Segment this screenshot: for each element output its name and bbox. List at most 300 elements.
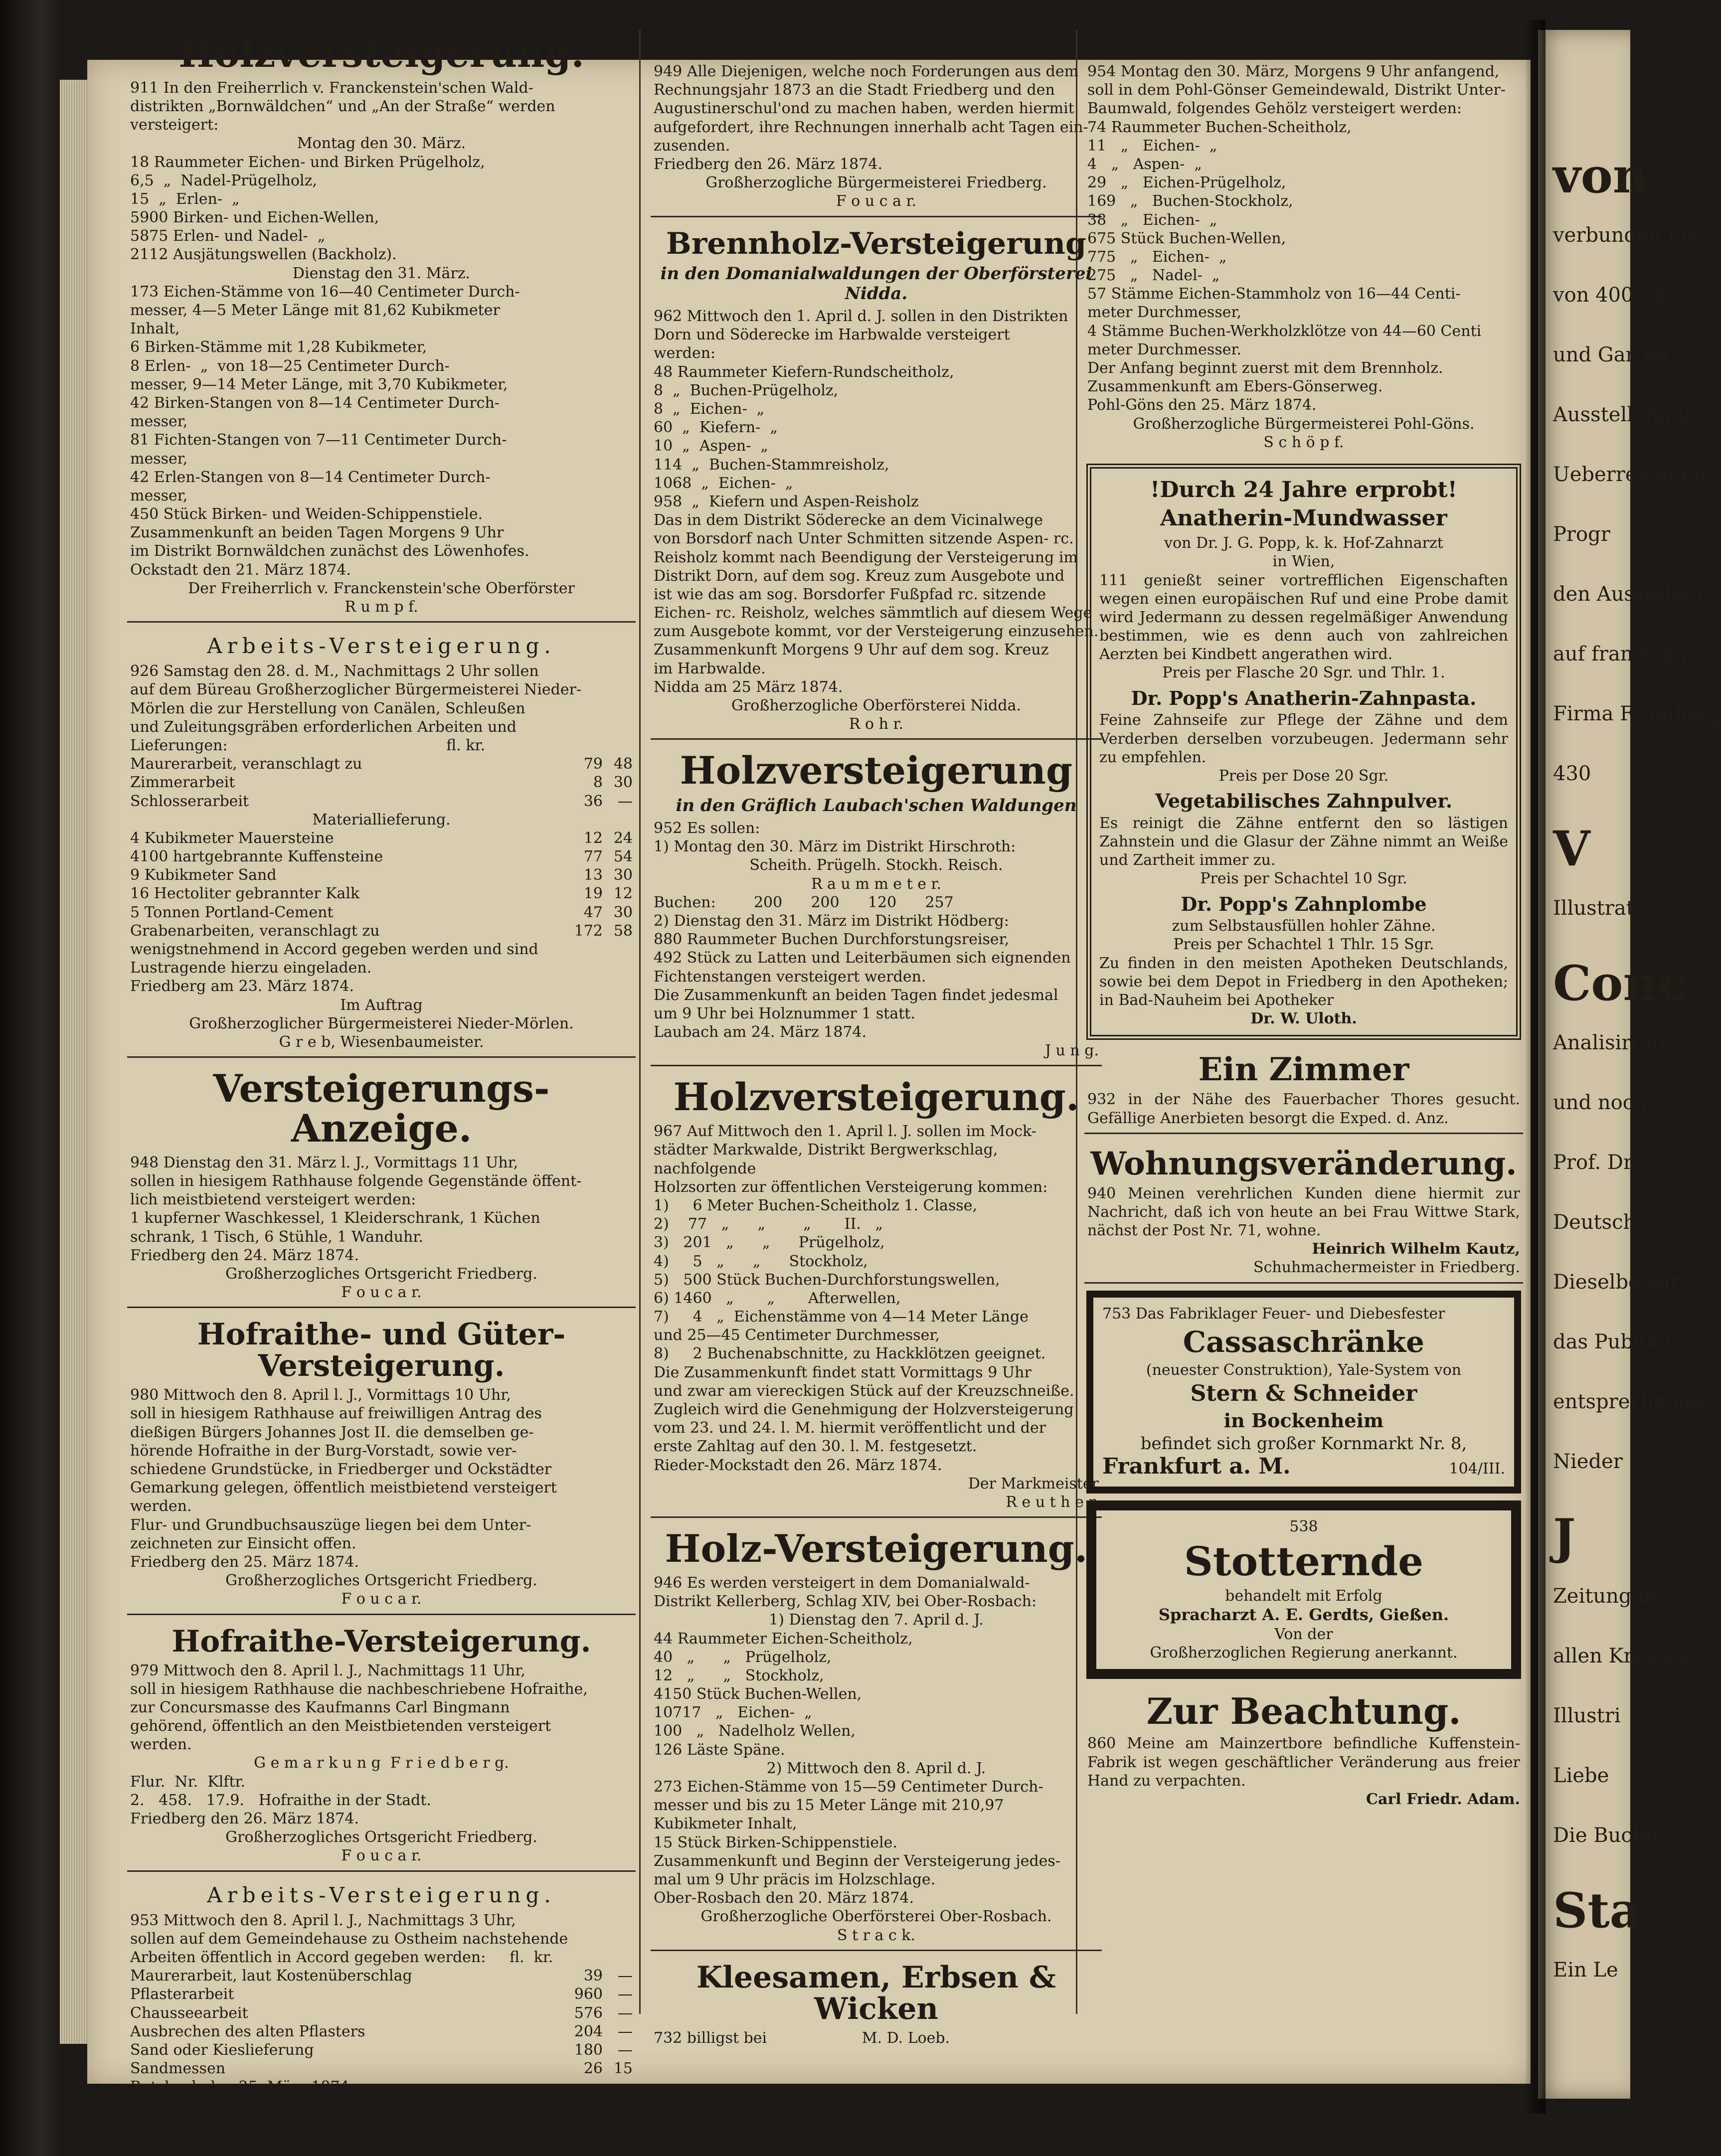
text-line: 42 Erlen-Stangen von 8—14 Centimeter Durch- — [130, 468, 491, 486]
product-name: Vegetabilisches Zahnpulver. — [1155, 790, 1453, 813]
ad-text: (neuester Construktion), Yale-System von — [1146, 1361, 1462, 1379]
text-line: J u n g. — [1044, 1042, 1099, 1060]
text-line: zeichneten zur Einsicht offen. — [130, 1534, 356, 1552]
text-line: Großherzogliche Bürgermeisterei Friedberg. — [705, 174, 1047, 192]
notice-title: Bekanntmachung. — [742, 34, 1010, 58]
text-line: Großherzoglicher Bürgermeisterei Nieder-Mörlen. — [189, 1014, 574, 1032]
ad-code: 104/III. — [1449, 1460, 1505, 1478]
facing-page-text: Analisirt un — [1553, 1031, 1671, 1054]
text-line: 2) Mittwoch den 8. April d. J. — [766, 1759, 986, 1777]
column-middle — [651, 30, 1102, 2059]
cost-florins: 12 — [583, 829, 603, 847]
text-line: Inhalt, — [130, 320, 180, 338]
text-line: Pohl-Göns den 25. März 1874. — [1087, 396, 1317, 414]
notice — [651, 747, 1102, 1066]
text-line: Großherzogliche Oberförsterei Nidda. — [731, 697, 1021, 715]
product-name: Anatherin-Mundwasser — [1160, 505, 1447, 531]
text-line: soll in hiesigem Rathhause auf freiwilligen Antrag des — [130, 1405, 542, 1423]
cost-kreuzer: — — [618, 792, 633, 810]
cost-kreuzer: — — [618, 1986, 633, 2003]
text-line: 81 Fichten-Stangen von 7—11 Centimeter Durch- — [130, 431, 507, 449]
text-line: Die Zusammenkunft findet statt Vormittags 9 Uhr — [654, 1363, 1032, 1381]
text-line: 4 „ Aspen- „ — [1087, 155, 1202, 173]
maker-line: von Dr. J. G. Popp, k. k. Hof-Zahnarzt — [1164, 534, 1443, 552]
cost-kreuzer: 30 — [613, 774, 633, 792]
text-line: im Distrikt Bornwäldchen zunächst des Löwenhofes. — [130, 542, 529, 560]
cost-kreuzer: — — [618, 2041, 633, 2059]
facing-page-text: Firma Friedberg — [1553, 702, 1721, 725]
text-line: Friedberg den 26. März 1874. — [130, 1810, 359, 1828]
text-line: 946 Es werden versteigert in dem Domanialwald- — [654, 1574, 1030, 1592]
notice — [651, 1073, 1102, 1518]
advertiser-name: Carl Friedr. Adam. — [1366, 1791, 1520, 1809]
text-line: Zusammenkunft am Ebers-Gönserweg. — [1087, 378, 1383, 396]
text-line: Im Auftrag — [340, 996, 423, 1014]
text-line: 273 Eichen-Stämme von 15—59 Centimeter Durch- — [654, 1778, 1043, 1796]
advertiser-role: Schuhmachermeister in Friedberg. — [1253, 1259, 1520, 1277]
text-line: 173 Eichen-Stämme von 16—40 Centimeter Durch- — [130, 283, 520, 301]
text-line: wenigstnehmend in Accord gegeben werden und sind — [130, 941, 538, 959]
page-edges — [60, 80, 87, 2044]
text-line: Distrikt Kellerberg, Schlag XIV, bei Ober-Rosbach: — [654, 1593, 1037, 1611]
facing-page-text: von — [1553, 148, 1648, 204]
text-line: 42 Birken-Stangen von 8—14 Centimeter Durch- — [130, 394, 500, 412]
maker-place: in Bockenheim — [1223, 1409, 1384, 1432]
ad-text: Großherzoglichen Regierung anerkannt. — [1150, 1644, 1458, 1662]
text-line: Großherzogliche Oberförsterei Ober-Rosbach. — [700, 1908, 1052, 1926]
text-line: F o u c a r. — [836, 192, 917, 210]
facing-page-text: Illustrat — [1553, 897, 1634, 920]
notice — [127, 1315, 636, 1615]
facing-page-text: Ausstellung un — [1553, 403, 1704, 426]
cost-kreuzer: 54 — [613, 848, 633, 866]
facing-page-text: und Garten — [1553, 343, 1668, 366]
cost-item: 4 Kubikmeter Mauersteine — [130, 829, 334, 847]
text-line: erste Zahltag auf den 30. l. M. festgesetzt. — [654, 1438, 977, 1456]
text-line: 732 billigst bei M. D. Loeb. — [654, 2029, 950, 2047]
facing-page-text: Conc — [1553, 955, 1687, 1011]
text-line: 15 Stück Birken-Schippenstiele. — [654, 1833, 897, 1851]
text-line: 2) Dienstag den 31. März im Distrikt Hödberg: — [654, 912, 1009, 930]
facing-page-text: Nieder — [1553, 1450, 1623, 1473]
text-line: 1) Dienstag den 7. April d. J. — [769, 1611, 984, 1629]
facing-page-text: verbunden mit — [1553, 224, 1702, 247]
text-line: Mörlen die zur Herstellung von Canälen, Schleußen — [130, 699, 525, 717]
facing-page-text: Ein Le — [1553, 1959, 1618, 1982]
text-line: zur Concursmasse des Kaufmanns Carl Bingmann — [130, 1698, 510, 1716]
text-line: schrank, 1 Tisch, 6 Stühle, 1 Wanduhr. — [130, 1228, 423, 1246]
cost-row — [130, 2004, 633, 2022]
notice-title: Kleesamen, Erbsen & Wicken — [696, 1960, 1056, 2026]
ad-text: 940 Meinen verehrlichen Kunden diene hiermit zur Nachricht, daß ich von heute an bei Frau Wittwe Stark, nächst der Post Nr. 71, wohne. — [1087, 1184, 1520, 1240]
text-line: 12 „ „ Stockholz, — [654, 1666, 824, 1684]
practitioner: Spracharzt A. E. Gerdts, Gießen. — [1158, 1605, 1449, 1625]
notice-title: Versteigerungs-Anzeige. — [213, 1066, 550, 1151]
cost-florins: 26 — [583, 2060, 603, 2078]
cost-row — [130, 866, 633, 884]
text-line: mal um 9 Uhr präcis im Holzschlage. — [654, 1870, 936, 1888]
facing-page-text: das Publiku — [1553, 1330, 1671, 1353]
text-line: 126 Läste Späne. — [654, 1741, 785, 1759]
text-line: Großherzogliches Ortsgericht Friedberg. — [225, 1572, 537, 1590]
facing-page-text: Sta — [1553, 1882, 1641, 1939]
cost-florins: 172 — [574, 922, 603, 940]
text-line: 8 Erlen- „ von 18—25 Centimeter Durch- — [130, 357, 450, 375]
text-line: R a u m m e t e r. — [811, 875, 942, 893]
cost-item: Zimmerarbeit — [130, 774, 235, 792]
facing-page-text: 430 — [1553, 762, 1591, 785]
facing-page-text: und noch — [1553, 1091, 1647, 1114]
stockist-name: Dr. W. Uloth. — [1250, 1010, 1357, 1028]
notice — [1084, 30, 1523, 457]
text-line: messer, — [130, 450, 188, 468]
product-description: 111 genießt seiner vortrefflichen Eigenschaften wegen einen europäischen Ruf und eine Probe damit wird Jedermann zu dessen regelmäßiger Anwendung bestimmen, wie es denn auch von zahlreichen Aerzten bei Kindbett angerathen wird. — [1099, 571, 1508, 663]
text-line: Baumwald, folgendes Gehölz versteigert werden: — [1087, 100, 1462, 118]
text-line: 275 „ Nadel- „ — [1087, 267, 1220, 285]
cost-row — [130, 1985, 633, 2003]
text-line: werden. — [130, 1497, 192, 1515]
text-line: 100 „ Nadelholz Wellen, — [654, 1722, 856, 1740]
text-line: lich meistbietend versteigert werden: — [130, 1191, 416, 1209]
text-line: auf dem Büreau Großherzoglicher Bürgermeisterei Nieder- — [130, 681, 582, 699]
text-line: Zugleich wird die Genehmigung der Holzversteigerung — [654, 1401, 1074, 1419]
cost-florins: 8 — [593, 774, 603, 792]
text-line: Der Anfang beginnt zuerst mit dem Brennholz. — [1087, 359, 1443, 377]
text-line: zum Ausgebote kommt, vor der Versteigerung einzusehen. — [654, 623, 1099, 641]
price: Preis per Schachtel 1 Thlr. 15 Sgr. — [1173, 936, 1434, 954]
ad-text: behandelt mit Erfolg — [1225, 1587, 1382, 1605]
cost-item: Ausbrechen des alten Pflasters — [130, 2022, 365, 2040]
text-line: 74 Raummeter Buchen-Scheitholz, — [1087, 118, 1352, 136]
ad-text: 932 in der Nähe des Fauerbacher Thores gesucht. Gefällige Anerbieten besorgt die Exped. d. Anz. — [1087, 1091, 1520, 1127]
text-line: 2112 Ausjätungswellen (Backholz). — [130, 246, 397, 264]
ad-number: 538 — [1289, 1518, 1318, 1536]
text-line: Lieferungen: fl. kr. — [130, 736, 486, 754]
ad-title: Wohnungsveränderung. — [1090, 1145, 1517, 1182]
text-line: Das in dem Distrikt Söderecke an dem Vicinalwege — [654, 511, 1043, 529]
text-line: 1 kupferner Waschkessel, 1 Kleiderschrank, 1 Küchen — [130, 1209, 540, 1227]
cost-row — [130, 922, 633, 940]
text-line: 114 „ Buchen-Stammreisholz, — [654, 456, 889, 474]
cost-kreuzer: 15 — [613, 2060, 633, 2078]
text-line: hörende Hofraithe in der Burg-Vorstadt, sowie ver- — [130, 1442, 517, 1460]
text-line: Scheith. Prügelh. Stockh. Reisch. — [749, 856, 1003, 874]
text-line: 7) 4 „ Eichenstämme von 4—14 Meter Länge — [654, 1308, 1029, 1326]
text-line: aufgefordert, ihre Rechnungen innerhalb acht Tagen ein- — [654, 118, 1088, 136]
text-line: 29 „ Eichen-Prügelholz, — [1087, 174, 1286, 192]
text-line: F o u c a r. — [341, 1847, 422, 1865]
text-line: dießigen Bürgers Johannes Jost II. die demselben ge- — [130, 1423, 534, 1441]
text-line: Eichen- rc. Reisholz, welches sämmtlich auf diesem Wege — [654, 604, 1092, 622]
cost-row — [130, 847, 633, 866]
cost-kreuzer: 24 — [613, 829, 633, 847]
text-line: Rechnungsjahr 1873 an die Stadt Friedberg und den — [654, 81, 1055, 99]
cost-florins: 47 — [583, 903, 603, 921]
stuttering-advertisement — [1086, 1500, 1521, 1679]
text-line: Friedberg den 25. März 1874. — [130, 1553, 359, 1571]
book-binding — [0, 0, 60, 2156]
cost-item: Pflasterarbeit — [130, 1986, 234, 2003]
text-line: Zusammenkunft an beiden Tagen Morgens 9 Uhr — [130, 524, 504, 542]
text-line: Die Zusammenkunft an beiden Tagen findet jedesmal — [654, 986, 1058, 1004]
notice-title: Hofraithe-Versteigerung. — [172, 1624, 591, 1659]
text-line: 952 Es sollen: — [654, 820, 760, 837]
facing-page-text: Illustri — [1553, 1704, 1621, 1727]
text-line: 169 „ Buchen-Stockholz, — [1087, 192, 1293, 210]
text-line: 1) 6 Meter Buchen-Scheitholz 1. Classe, — [654, 1196, 978, 1214]
column-rule — [639, 30, 641, 2014]
maker-name: Stern & Schneider — [1190, 1381, 1417, 1406]
notice-title: Holzversteigerung — [680, 748, 1073, 793]
notice — [651, 1958, 1102, 2052]
cost-florins: 204 — [574, 2022, 603, 2040]
facing-page-text: Dieselbe wir — [1553, 1271, 1680, 1294]
text-line: Kubikmeter Inhalt, — [654, 1815, 797, 1833]
facing-page-fragment — [1538, 30, 1721, 2099]
cost-kreuzer: — — [618, 2004, 633, 2022]
text-line: gehörend, öffentlich an den Meistbietenden versteigert — [130, 1717, 551, 1735]
text-line: Flur- und Grundbuchsauszüge liegen bei dem Unter- — [130, 1516, 531, 1534]
ad-title: Cassaschränke — [1183, 1325, 1425, 1359]
notice-title: Holzversteigerung. — [178, 31, 584, 76]
cost-florins: 79 — [583, 755, 603, 773]
text-line: messer, — [130, 487, 188, 504]
cost-item: Grabenarbeiten, veranschlagt zu — [130, 922, 380, 940]
text-line: 5875 Erlen- und Nadel- „ — [130, 227, 326, 245]
text-line: sollen in hiesigem Rathhause folgende Gegenstände öffent- — [130, 1172, 582, 1190]
cost-florins: 180 — [574, 2041, 603, 2059]
text-line: 11 „ Eichen- „ — [1087, 137, 1217, 155]
text-line: Reisholz kommt nach Beendigung der Versteigerung im — [654, 548, 1078, 566]
text-line: Rieder-Mockstadt den 26. März 1874. — [654, 1456, 942, 1474]
text-line: 911 In den Freiherrlich v. Franckenstein'schen Wald- — [130, 79, 533, 97]
text-line: 2) 77 „ „ „ II. „ — [654, 1215, 883, 1233]
ad-title: Ein Zimmer — [1198, 1051, 1409, 1089]
cost-kreuzer: 58 — [613, 922, 633, 940]
cost-item: Maurerarbeit, veranschlagt zu — [130, 755, 362, 773]
text-line: 57 Stämme Eichen-Stammholz von 16—44 Centi- — [1087, 285, 1461, 303]
notice-title: Arbeits-Versteigerung. — [207, 1882, 556, 1907]
text-line: 40 „ „ Prügelholz, — [654, 1648, 832, 1666]
text-line: messer, 9—14 Meter Länge, mit 3,70 Kubikmeter, — [130, 375, 508, 393]
text-line: Flur. Nr. Klftr. — [130, 1773, 246, 1791]
product-description: Feine Zahnseife zur Pflege der Zähne und dem Verderben derselben vorzubeugen. Jedermann sehr zu empfehlen. — [1099, 711, 1508, 766]
facing-page-text: von 400 Gew — [1553, 284, 1685, 307]
facing-page-text: Ueberreicht eu — [1553, 463, 1707, 486]
cost-florins: 576 — [574, 2004, 603, 2022]
cost-kreuzer: — — [618, 2022, 633, 2040]
stockist-text: Zu finden in den meisten Apotheken Deutschlands, sowie bei dem Depot in Friedberg in den Apotheken; in Bad-Nauheim bei Apotheker — [1099, 954, 1508, 1009]
ad-text: 860 Meine am Mainzertbore befindliche Kuffenstein-Fabrik ist wegen geschäftlicher Veränderung aus freier Hand zu verpachten. — [1087, 1735, 1520, 1790]
product-name: Dr. Popp's Anatherin-Zahnpasta. — [1131, 686, 1477, 709]
text-line: Gemarkung gelegen, öffentlich meistbietend versteigert — [130, 1479, 557, 1497]
text-line: Friedberg am 23. März 1874. — [130, 978, 354, 995]
text-line: im Harbwalde. — [654, 660, 766, 677]
text-line: messer, — [130, 413, 188, 431]
text-line: R u m p f. — [344, 598, 418, 616]
text-line: 962 Mittwoch den 1. April d. J. sollen in den Distrikten — [654, 308, 1068, 326]
price: Preis per Schachtel 10 Sgr. — [1200, 870, 1407, 888]
facing-page-text: Liebe — [1553, 1764, 1609, 1787]
cost-item: Maurerarbeit, laut Kostenüberschlag — [130, 1967, 412, 1985]
text-line: 44 Raummeter Eichen-Scheitholz, — [654, 1630, 913, 1648]
cost-row — [130, 2059, 633, 2078]
text-line: Distrikt Dorn, auf dem sog. Kreuz zum Ausgebote und — [654, 567, 1065, 585]
text-line: 953 Mittwoch den 8. April l. J., Nachmittags 3 Uhr, — [130, 1911, 516, 1929]
maker-city: in Wien, — [1272, 553, 1335, 571]
text-line: 979 Mittwoch den 8. April l. J., Nachmittags 11 Uhr, — [130, 1661, 525, 1679]
facing-page-text: entsprechende — [1553, 1390, 1704, 1413]
text-line: R o h r. — [849, 715, 904, 733]
facing-page-text: Prof. Dr. — [1553, 1151, 1637, 1174]
price: Preis per Dose 20 Sgr. — [1218, 767, 1389, 785]
text-line: Ober-Rosbach den 20. März 1874. — [654, 1889, 914, 1907]
text-line: und 25—45 Centimeter Durchmesser, — [654, 1327, 940, 1344]
text-line: 980 Mittwoch den 8. April l. J., Vormittags 10 Uhr, — [130, 1386, 511, 1404]
text-line: 675 Stück Buchen-Wellen, — [1087, 229, 1286, 247]
cost-kreuzer: 48 — [613, 755, 633, 773]
safes-advertisement — [1086, 1291, 1521, 1493]
notice-subtitle: in den Domanialwaldungen der Oberförsterei Nidda. — [660, 263, 1092, 304]
advertiser-name: Heinrich Wilhelm Kautz, — [1312, 1240, 1520, 1258]
text-line: um 9 Uhr bei Holznummer 1 statt. — [654, 1004, 915, 1022]
text-line: 775 „ Eichen- „ — [1087, 248, 1227, 266]
text-line: Butzbach den 25. März 1874. — [130, 2078, 354, 2096]
notice-title: Brennholz-Versteigerung — [666, 226, 1087, 261]
text-line: Laubach am 24. März 1874. — [654, 1023, 867, 1041]
text-line: 60 „ Kiefern- „ — [654, 419, 778, 437]
text-line: S c h ö p f. — [1263, 433, 1344, 451]
cost-item: Sand oder Kieslieferung — [130, 2041, 314, 2059]
text-line: 8 „ Buchen-Prügelholz, — [654, 381, 839, 399]
cost-item: 5 Tonnen Portland-Cement — [130, 903, 334, 921]
text-line: 1068 „ Eichen- „ — [654, 474, 793, 492]
text-line: 4 Stämme Buchen-Werkholzklötze von 44—60 Centi — [1087, 322, 1482, 340]
cost-row — [130, 755, 633, 773]
text-line: Großherzogliches Ortsgericht Friedberg. — [225, 1828, 537, 1846]
cost-item: 16 Hectoliter gebrannter Kalk — [130, 885, 360, 903]
ad-headline: !Durch 24 Jahre erprobt! — [1150, 477, 1457, 502]
text-line: werden. — [130, 1736, 192, 1754]
cost-florins: 960 — [574, 1986, 603, 2003]
gutter-shadow — [1526, 20, 1546, 2114]
notice — [651, 1525, 1102, 1951]
text-line: 15 „ Erlen- „ — [130, 190, 240, 208]
notice-title: Holz-Versteigerung. — [1151, 34, 1457, 58]
cost-row — [130, 829, 633, 847]
notice — [127, 1879, 636, 2120]
text-line: 948 Dienstag den 31. März l. J., Vormittags 11 Uhr, — [130, 1154, 518, 1171]
text-line: ist wie das am sog. Borsdorfer Fußpfad rc. sitzende — [654, 585, 1046, 603]
notice — [127, 630, 636, 1058]
text-line: Großherzogliches Ortsgericht Friedberg. — [225, 1265, 537, 1283]
change-of-address-ad — [1084, 1141, 1523, 1284]
text-line: Der Markmeister — [968, 1475, 1099, 1493]
text-line: M e t z g e r, Bezirksbauaufseher. — [378, 2097, 633, 2115]
notice — [127, 30, 636, 623]
text-line: Zusammenkunft und Beginn der Versteigerung jedes- — [654, 1852, 1060, 1870]
cost-florins: 19 — [583, 885, 603, 903]
cost-row — [130, 884, 633, 903]
text-line: 8 „ Eichen- „ — [654, 400, 765, 418]
text-line: messer und bis zu 15 Meter Länge mit 210,97 — [654, 1797, 1004, 1815]
facing-page-text: Progr — [1553, 523, 1610, 546]
column-left — [127, 30, 636, 2127]
ad-text: 753 Das Fabriklager Feuer- und Diebesfester — [1102, 1305, 1445, 1323]
text-line: zusenden. — [654, 137, 730, 155]
cost-kreuzer: 30 — [613, 866, 633, 884]
text-line: S t r a c k. — [837, 1926, 916, 1944]
text-line: Materiallieferung. — [312, 811, 451, 829]
text-line: meter Durchmesser. — [1087, 340, 1242, 358]
cost-item: Sandmessen — [130, 2060, 226, 2078]
text-line: vom 23. und 24. l. M. hiermit veröffentlicht und der — [654, 1419, 1046, 1437]
cost-kreuzer: 12 — [613, 885, 633, 903]
text-line: 880 Raummeter Buchen Durchforstungsreiser, — [654, 931, 1010, 949]
text-line: 2. 458. 17.9. Hofraithe in der Stadt. — [130, 1791, 431, 1809]
text-line: Zusammenkunft Morgens 9 Uhr auf dem sog. Kreuz — [654, 641, 1049, 659]
text-line: 949 Alle Diejenigen, welche noch Forderungen aus dem — [654, 63, 1079, 80]
room-wanted-ad — [1084, 1047, 1523, 1134]
text-line: G e m a r k u n g F r i e d b e r g. — [254, 1754, 509, 1772]
notice-title: Holz-Versteigerung. — [665, 1526, 1088, 1571]
text-line: 6,5 „ Nadel-Prügelholz, — [130, 171, 317, 189]
notice — [651, 224, 1102, 740]
facing-page-text: auf franco ein — [1553, 643, 1694, 665]
text-line: 10 „ Aspen- „ — [654, 437, 768, 455]
text-line: 48 Raummeter Kiefern-Rundscheitholz, — [654, 363, 954, 381]
notice-subtitle: in den Gräflich Laubach'schen Waldungen — [676, 796, 1077, 816]
text-line: 926 Samstag den 28. d. M., Nachmittags 2 Uhr sollen — [130, 663, 539, 680]
notice — [127, 1065, 636, 1308]
text-line: 954 Montag den 30. März, Morgens 9 Uhr anfangend, — [1087, 63, 1500, 80]
cost-florins: 39 — [583, 1967, 603, 1985]
text-line: distrikten „Bornwäldchen“ und „An der Straße“ werden — [130, 97, 555, 115]
cost-item: 4100 hartgebrannte Kuffensteine — [130, 848, 383, 866]
cost-kreuzer: 30 — [613, 903, 633, 921]
text-line: 450 Stück Birken- und Weiden-Schippenstiele. — [130, 505, 483, 523]
text-line: 5900 Birken- und Eichen-Wellen, — [130, 209, 379, 227]
text-line: Friedberg den 26. März 1874. — [654, 155, 882, 173]
product-description: zum Selbstausfüllen hohler Zähne. — [1172, 917, 1436, 935]
facing-page-text: J — [1553, 1508, 1576, 1565]
facing-page-text: Die Buchh — [1553, 1824, 1658, 1847]
text-line: meter Durchmesser, — [1087, 304, 1242, 322]
notice-ad — [1084, 1686, 1523, 1814]
text-line: werden: — [654, 344, 716, 362]
text-line: städter Markwalde, Distrikt Bergwerkschlag, nachfolgende — [654, 1141, 1003, 1177]
text-line: von Borsdorf nach Unter Schmitten sitzende Aspen- rc. — [654, 530, 1074, 548]
price: Preis per Flasche 20 Sgr. und Thlr. 1. — [1162, 664, 1445, 682]
text-line: 492 Stück zu Latten und Leiterbäumen sich eignenden — [654, 949, 1071, 967]
cost-row — [130, 903, 633, 922]
text-line: versteigert: — [130, 116, 219, 134]
city: Frankfurt a. M. — [1102, 1454, 1291, 1480]
text-line: Fichtenstangen versteigert werden. — [654, 968, 926, 986]
text-line: 6) 1460 „ „ Afterwellen, — [654, 1289, 901, 1307]
cost-florins: 77 — [583, 848, 603, 866]
notice — [127, 1622, 636, 1872]
cost-row — [130, 792, 633, 811]
cost-florins: 36 — [583, 792, 603, 810]
text-line: Ockstadt den 21. März 1874. — [130, 561, 351, 579]
text-line: 1) Montag den 30. März im Distrikt Hirschroth: — [654, 838, 1016, 856]
cost-row — [130, 2022, 633, 2041]
text-line: 4) 5 „ „ Stockholz, — [654, 1252, 868, 1270]
notice — [651, 30, 1102, 217]
notice-title: Holzversteigerung. — [673, 1075, 1079, 1120]
text-line: 10717 „ Eichen- „ — [654, 1704, 812, 1722]
